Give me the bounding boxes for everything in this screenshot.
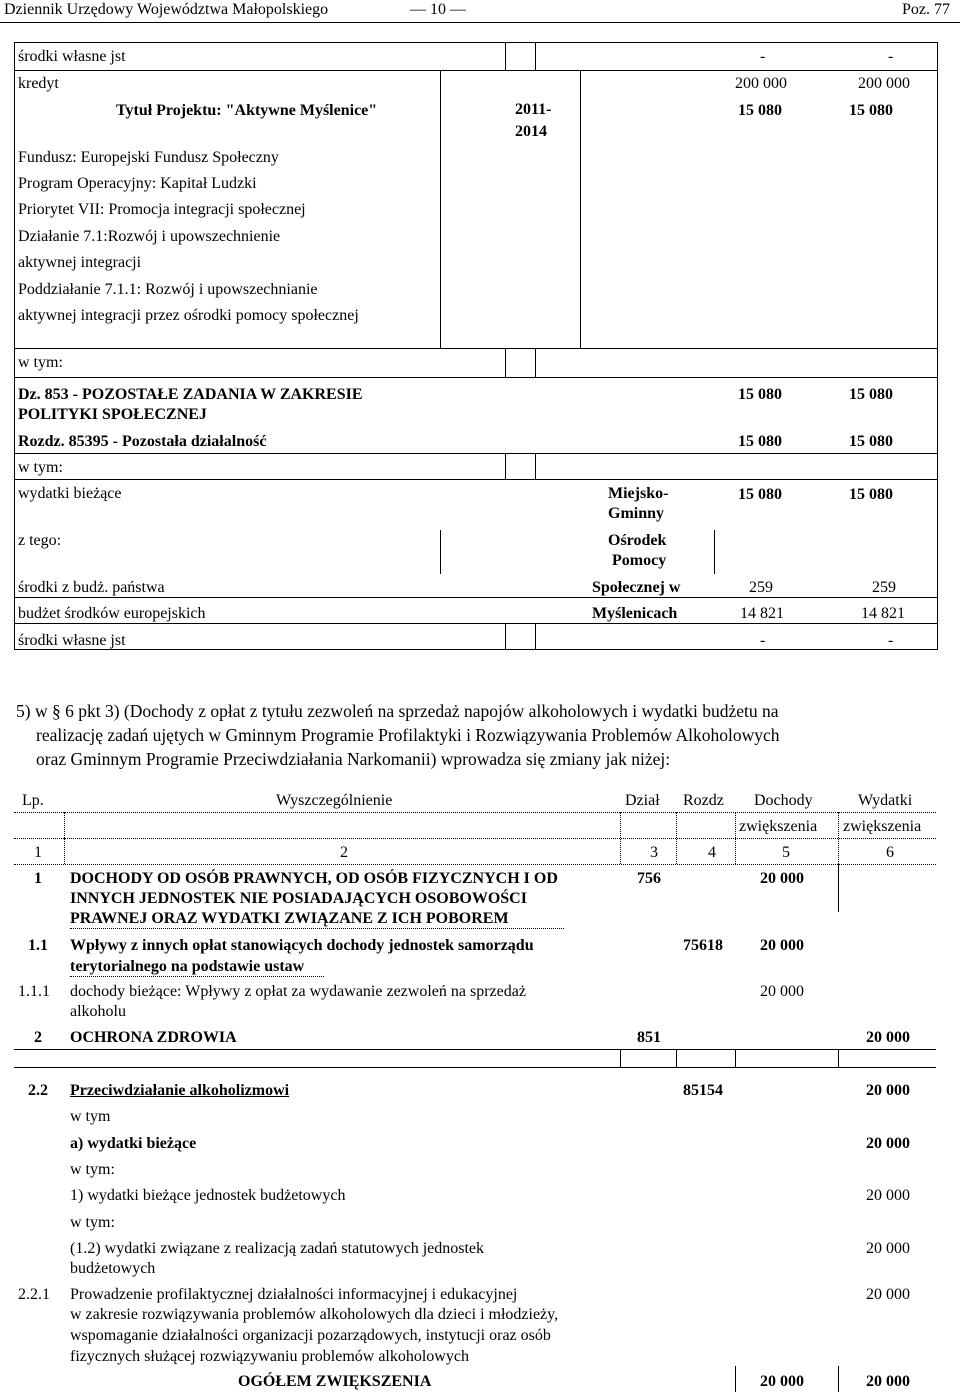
row-statutory-desc-2: budżetowych bbox=[70, 1260, 156, 1277]
eu-budget-label: budżet środków europejskich bbox=[18, 605, 206, 622]
grid-line bbox=[14, 453, 938, 454]
grid-line bbox=[838, 1366, 839, 1392]
row-1-1-desc-2: terytorialnego na podstawie ustaw bbox=[70, 958, 305, 975]
paragraph-line-3: oraz Gminnym Programie Przeciwdziałania Narkomanii) wprowadza się zmiany jak niżej: bbox=[36, 749, 671, 769]
grid-line bbox=[14, 864, 936, 865]
row-1-1-1-lp: 1.1.1 bbox=[18, 983, 50, 1000]
row-2-2-1-desc-2: w zakresie rozwiązywania problemów alkoholowych dla dzieci i młodzieży, bbox=[70, 1306, 559, 1323]
project-priority: Priorytet VII: Promocja integracji społecznej bbox=[18, 201, 306, 218]
header-dzial: Dział bbox=[625, 792, 660, 809]
col-number-3: 3 bbox=[650, 844, 658, 861]
chapter-85395-value-2: 15 080 bbox=[849, 433, 893, 450]
row-1-1-rozdz: 75618 bbox=[683, 937, 723, 954]
row-2-2-1-lp: 2.2.1 bbox=[18, 1286, 50, 1303]
row-2-2-1-desc-3: wspomaganie działalności organizacji pozarządowych, instytucji oraz osób bbox=[70, 1327, 551, 1344]
grid-line bbox=[70, 976, 324, 977]
row-2-2-1-desc-1: Prowadzenie profilaktycznej działalności informacyjnej i edukacyjnej bbox=[70, 1286, 518, 1303]
grid-line bbox=[14, 42, 938, 43]
loan-value-2: 200 000 bbox=[858, 75, 910, 92]
row-units-wydatki: 20 000 bbox=[866, 1187, 910, 1204]
row-1-1-1-desc-2: alkoholu bbox=[70, 1003, 126, 1020]
header-position: Poz. 77 bbox=[902, 1, 950, 18]
grid-line bbox=[440, 70, 441, 349]
paragraph-line-2: realizację zadań ujętych w Gminnym Programie Profilaktyki i Rozwiązywania Problemów Alkoholowych bbox=[36, 725, 780, 745]
row-1-1-1-desc-1: dochody bieżące: Wpływy z opłat za wydawanie zezwoleń na sprzedaż bbox=[70, 983, 526, 1000]
grid-line bbox=[535, 42, 536, 71]
grid-line bbox=[838, 864, 839, 912]
header-rule bbox=[0, 22, 960, 23]
row-2-2-wydatki: 20 000 bbox=[866, 1082, 910, 1099]
col-number-1: 1 bbox=[34, 844, 42, 861]
row-w-tym-1: w tym bbox=[70, 1108, 111, 1125]
current-expenses-value-2: 15 080 bbox=[849, 486, 893, 503]
col-number-4: 4 bbox=[708, 844, 716, 861]
row-current-wydatki: 20 000 bbox=[866, 1135, 910, 1152]
section-853-value-2: 15 080 bbox=[849, 386, 893, 403]
row-statutory-wydatki: 20 000 bbox=[866, 1240, 910, 1257]
grid-line bbox=[505, 453, 506, 480]
row-w-tym-3: w tym: bbox=[70, 1214, 115, 1231]
unit-name-line-1: Miejsko- bbox=[608, 485, 669, 502]
grid-line bbox=[580, 70, 581, 349]
header-description: Wyszczególnienie bbox=[276, 792, 393, 809]
row-current-desc: a) wydatki bieżące bbox=[70, 1135, 197, 1152]
row-w-tym-2: w tym: bbox=[70, 1161, 115, 1178]
grid-line bbox=[14, 42, 15, 650]
row-2-2-1-desc-4: fizycznych służącej rozwiązywaniu problemów alkoholowych bbox=[70, 1348, 469, 1365]
header-wydatki-sub: zwiększenia bbox=[843, 818, 922, 835]
grid-line bbox=[14, 377, 938, 378]
own-funds-value-1: - bbox=[760, 48, 766, 65]
z-tego-label: z tego: bbox=[18, 532, 62, 549]
grid-line bbox=[64, 812, 65, 864]
header-rozdz: Rozdz bbox=[683, 792, 724, 809]
grid-line bbox=[620, 1049, 621, 1067]
grid-line bbox=[735, 812, 736, 864]
project-value-1: 15 080 bbox=[738, 102, 782, 119]
unit-name-line-2: Gminny bbox=[608, 505, 665, 522]
grid-line bbox=[14, 348, 938, 349]
row-2-2-lp: 2.2 bbox=[28, 1082, 48, 1099]
section-853-label: Dz. 853 - POZOSTAŁE ZADANIA W ZAKRESIE bbox=[18, 386, 363, 403]
current-expenses-label: wydatki bieżące bbox=[18, 485, 122, 502]
grid-line bbox=[505, 348, 506, 378]
row-1-1-dochody: 20 000 bbox=[760, 937, 804, 954]
unit-name-line-4: Pomocy bbox=[612, 552, 667, 569]
row-1-1-lp: 1.1 bbox=[28, 937, 48, 954]
row-1-desc-2: INNYCH JEDNOSTEK NIE POSIADAJĄCYCH OSOBOWOŚCI bbox=[70, 890, 527, 907]
grid-line bbox=[535, 348, 536, 378]
total-label: OGÓŁEM ZWIĘKSZENIA bbox=[238, 1373, 432, 1390]
grid-line bbox=[14, 838, 936, 839]
project-years-start: 2011- bbox=[515, 101, 552, 118]
grid-line bbox=[70, 928, 564, 929]
grid-line bbox=[937, 42, 938, 650]
grid-line bbox=[14, 1049, 936, 1050]
grid-line bbox=[440, 530, 441, 574]
grid-line bbox=[14, 649, 938, 650]
w-tym-label-2: w tym: bbox=[18, 459, 63, 476]
row-1-1-1-dochody: 20 000 bbox=[760, 983, 804, 1000]
row-2-2-desc: Przeciwdziałanie alkoholizmowi bbox=[70, 1082, 290, 1099]
own-funds-label-2: środki własne jst bbox=[18, 632, 126, 649]
row-2-desc: OCHRONA ZDROWIA bbox=[70, 1029, 237, 1046]
own-funds-2-value-2: - bbox=[888, 632, 894, 649]
header-dochody-sub: zwiększenia bbox=[739, 818, 818, 835]
grid-line bbox=[14, 597, 938, 598]
grid-line bbox=[676, 812, 677, 864]
chapter-85395-value-1: 15 080 bbox=[738, 433, 782, 450]
row-2-wydatki: 20 000 bbox=[866, 1029, 910, 1046]
project-action: Działanie 7.1:Rozwój i upowszechnienie bbox=[18, 228, 281, 245]
own-funds-value-2: - bbox=[888, 48, 894, 65]
grid-line bbox=[535, 453, 536, 480]
own-funds-label: środki własne jst bbox=[18, 48, 126, 65]
row-1-dochody: 20 000 bbox=[760, 870, 804, 887]
header-dochody: Dochody bbox=[754, 792, 813, 809]
project-program: Program Operacyjny: Kapitał Ludzki bbox=[18, 175, 257, 192]
row-2-lp: 2 bbox=[34, 1029, 42, 1046]
eu-budget-value-1: 14 821 bbox=[740, 605, 784, 622]
section-853-value-1: 15 080 bbox=[738, 386, 782, 403]
project-fund: Fundusz: Europejski Fundusz Społeczny bbox=[18, 149, 279, 166]
state-budget-label: środki z budż. państwa bbox=[18, 579, 165, 596]
row-2-2-rozdz: 85154 bbox=[683, 1082, 723, 1099]
grid-line bbox=[714, 530, 715, 574]
header-lp: Lp. bbox=[22, 792, 44, 809]
col-number-2: 2 bbox=[340, 844, 348, 861]
loan-value-1: 200 000 bbox=[735, 75, 787, 92]
grid-line bbox=[14, 623, 938, 624]
col-number-5: 5 bbox=[782, 844, 790, 861]
col-number-6: 6 bbox=[886, 844, 894, 861]
row-statutory-desc-1: (1.2) wydatki związane z realizacją zadań statutowych jednostek bbox=[70, 1240, 485, 1257]
project-years-end: 2014 bbox=[515, 123, 547, 140]
project-subaction-cont: aktywnej integracji przez ośrodki pomocy społecznej bbox=[18, 307, 359, 324]
project-subaction: Poddziałanie 7.1.1: Rozwój i upowszechnianie bbox=[18, 281, 318, 298]
loan-label: kredyt bbox=[18, 75, 59, 92]
grid-line bbox=[14, 479, 938, 480]
grid-line bbox=[838, 1049, 839, 1067]
section-853-label-cont: POLITYKI SPOŁECZNEJ bbox=[18, 406, 207, 423]
grid-line bbox=[505, 42, 506, 71]
project-action-cont: aktywnej integracji bbox=[18, 254, 142, 271]
eu-budget-value-2: 14 821 bbox=[861, 605, 905, 622]
state-budget-value-1: 259 bbox=[749, 579, 773, 596]
grid-line bbox=[620, 812, 621, 864]
grid-line bbox=[838, 812, 839, 864]
grid-line bbox=[14, 812, 936, 813]
header-wydatki: Wydatki bbox=[858, 792, 913, 809]
row-1-dzial: 756 bbox=[637, 870, 661, 887]
project-value-2: 15 080 bbox=[849, 102, 893, 119]
current-expenses-value-1: 15 080 bbox=[738, 486, 782, 503]
row-1-desc-3: PRAWNEJ ORAZ WYDATKI ZWIĄZANE Z ICH POBOREM bbox=[70, 910, 509, 927]
unit-name-line-6: Myślenicach bbox=[592, 605, 678, 622]
grid-line bbox=[14, 1067, 936, 1068]
total-dochody: 20 000 bbox=[760, 1373, 804, 1390]
grid-line bbox=[735, 1366, 736, 1392]
header-page-number: — 10 — bbox=[410, 1, 466, 18]
unit-name-line-5: Społecznej w bbox=[592, 579, 681, 596]
row-1-desc-1: DOCHODY OD OSÓB PRAWNYCH, OD OSÓB FIZYCZNYCH I OD bbox=[70, 870, 558, 887]
row-2-dzial: 851 bbox=[637, 1029, 661, 1046]
row-1-lp: 1 bbox=[34, 870, 42, 887]
paragraph-line-1: 5) w § 6 pkt 3) (Dochody z opłat z tytułu zezwoleń na sprzedaż napojów alkoholowych i wydatki budżetu na bbox=[16, 701, 779, 721]
grid-line bbox=[535, 623, 536, 650]
unit-name-line-3: Ośrodek bbox=[608, 532, 667, 549]
total-wydatki: 20 000 bbox=[866, 1373, 910, 1390]
header-journal-title: Dziennik Urzędowy Województwa Małopolskiego bbox=[4, 1, 329, 18]
row-2-2-1-wydatki: 20 000 bbox=[866, 1286, 910, 1303]
row-units-desc: 1) wydatki bieżące jednostek budżetowych bbox=[70, 1187, 346, 1204]
grid-line bbox=[676, 1049, 677, 1067]
w-tym-label: w tym: bbox=[18, 354, 63, 371]
own-funds-2-value-1: - bbox=[760, 632, 766, 649]
grid-line bbox=[735, 1049, 736, 1067]
row-1-1-desc-1: Wpływy z innych opłat stanowiących dochody jednostek samorządu bbox=[70, 937, 534, 954]
project-title: Tytuł Projektu: "Aktywne Myślenice" bbox=[116, 102, 378, 119]
chapter-85395-label: Rozdz. 85395 - Pozostała działalność bbox=[18, 433, 267, 450]
state-budget-value-2: 259 bbox=[872, 579, 896, 596]
grid-line bbox=[505, 623, 506, 650]
grid-line bbox=[14, 70, 938, 71]
